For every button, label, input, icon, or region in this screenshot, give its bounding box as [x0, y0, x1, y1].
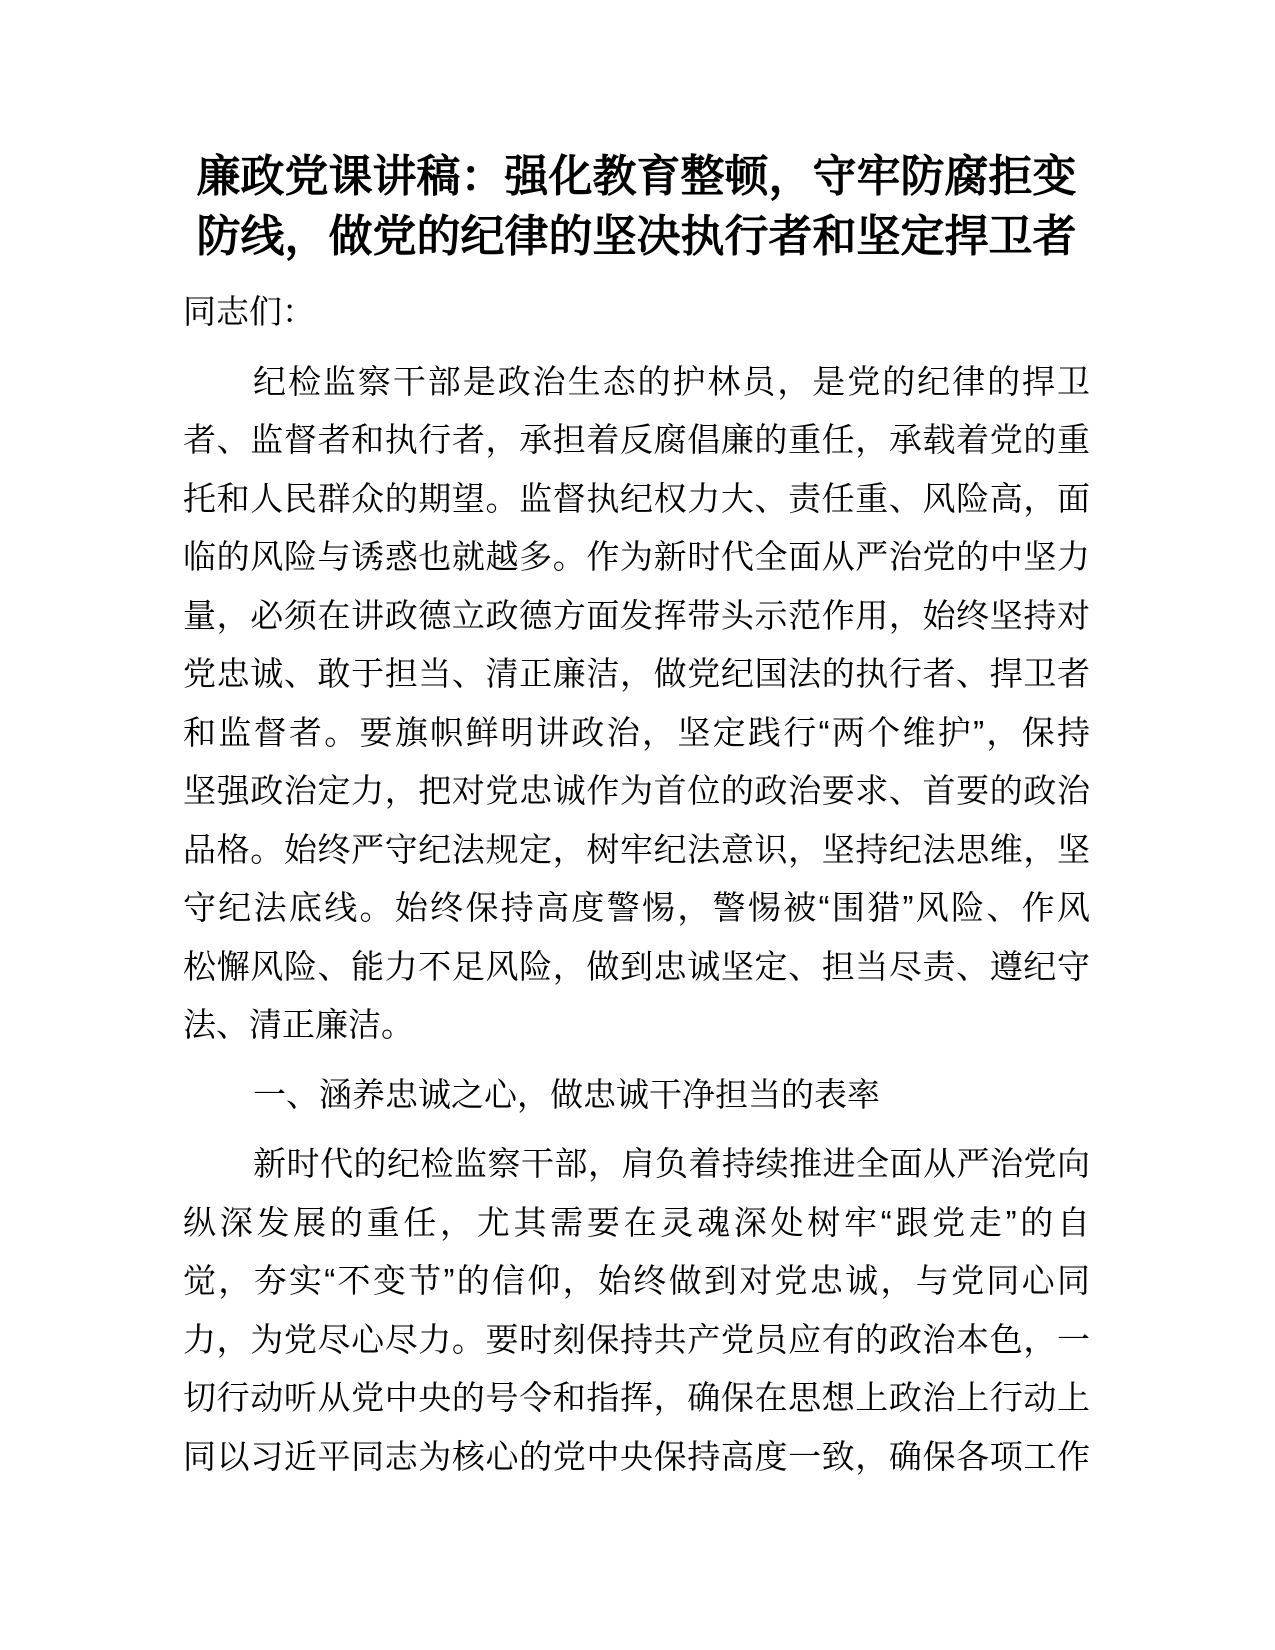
text-line: 一、涵养忠诚之心，做忠诚干净担当的表率	[253, 1075, 880, 1113]
text-line: 切行动听从党中央的号令和指挥，确保在思想上政治上行动上	[183, 1379, 1090, 1416]
text-line: 和监督者。要旗帜鲜明讲政治，坚定践行“两个维护”，保持	[183, 713, 1090, 751]
paragraph	[183, 1135, 1090, 1486]
text-line: 临的风险与诱惑也就越多。作为新时代全面从严治党的中坚力	[183, 538, 1090, 575]
text-line: 同以习近平同志为核心的党中央保持高度一致，确保各项工作	[183, 1437, 1090, 1475]
paragraph	[183, 353, 1090, 1055]
text-line: 者、监督者和执行者，承担着反腐倡廉的重任，承载着党的重	[183, 421, 1090, 458]
text-line: 同志们：	[183, 293, 315, 330]
text-line: 觉，夯实“不变节”的信仰，始终做到对党忠诚，与党同心同	[183, 1262, 1090, 1299]
text-line: 品格。始终严守纪法规定，树牢纪法意识，坚持纪法思维，坚	[183, 830, 1090, 868]
document-title-line-2: 防线，做党的纪律的坚决执行者和坚定捍卫者	[196, 212, 1077, 261]
document-title-line-1: 廉政党课讲稿：强化教育整顿，守牢防腐拒变	[196, 152, 1077, 201]
text-line: 力，为党尽心尽力。要时刻保持共产党员应有的政治本色，一	[183, 1320, 1090, 1358]
text-line: 纪检监察干部是政治生态的护林员，是党的纪律的捍卫	[253, 362, 1090, 400]
document-body	[183, 283, 1090, 1486]
section-heading	[183, 1066, 1090, 1125]
text-line: 松懈风险、能力不足风险，做到忠诚坚定、担当尽责、遵纪守	[183, 947, 1090, 985]
text-line: 托和人民群众的期望。监督执纪权力大、责任重、风险高，面	[183, 479, 1090, 517]
text-line: 量，必须在讲政德立政德方面发挥带头示范作用，始终坚持对	[183, 596, 1090, 634]
text-line: 坚强政治定力，把对党忠诚作为首位的政治要求、首要的政治	[183, 772, 1090, 809]
salutation	[183, 283, 1090, 342]
text-line: 守纪法底线。始终保持高度警惕，警惕被“围猎”风险、作风	[183, 889, 1090, 926]
text-line: 新时代的纪检监察干部，肩负着持续推进全面从严治党向	[253, 1145, 1090, 1182]
text-line: 党忠诚、敢于担当、清正廉洁，做党纪国法的执行者、捍卫者	[183, 655, 1090, 692]
text-line: 纵深发展的重任，尤其需要在灵魂深处树牢“跟党走”的自	[183, 1203, 1090, 1241]
document-content	[183, 147, 1090, 1486]
document-title	[183, 147, 1090, 267]
text-line: 法、清正廉洁。	[183, 1006, 414, 1043]
